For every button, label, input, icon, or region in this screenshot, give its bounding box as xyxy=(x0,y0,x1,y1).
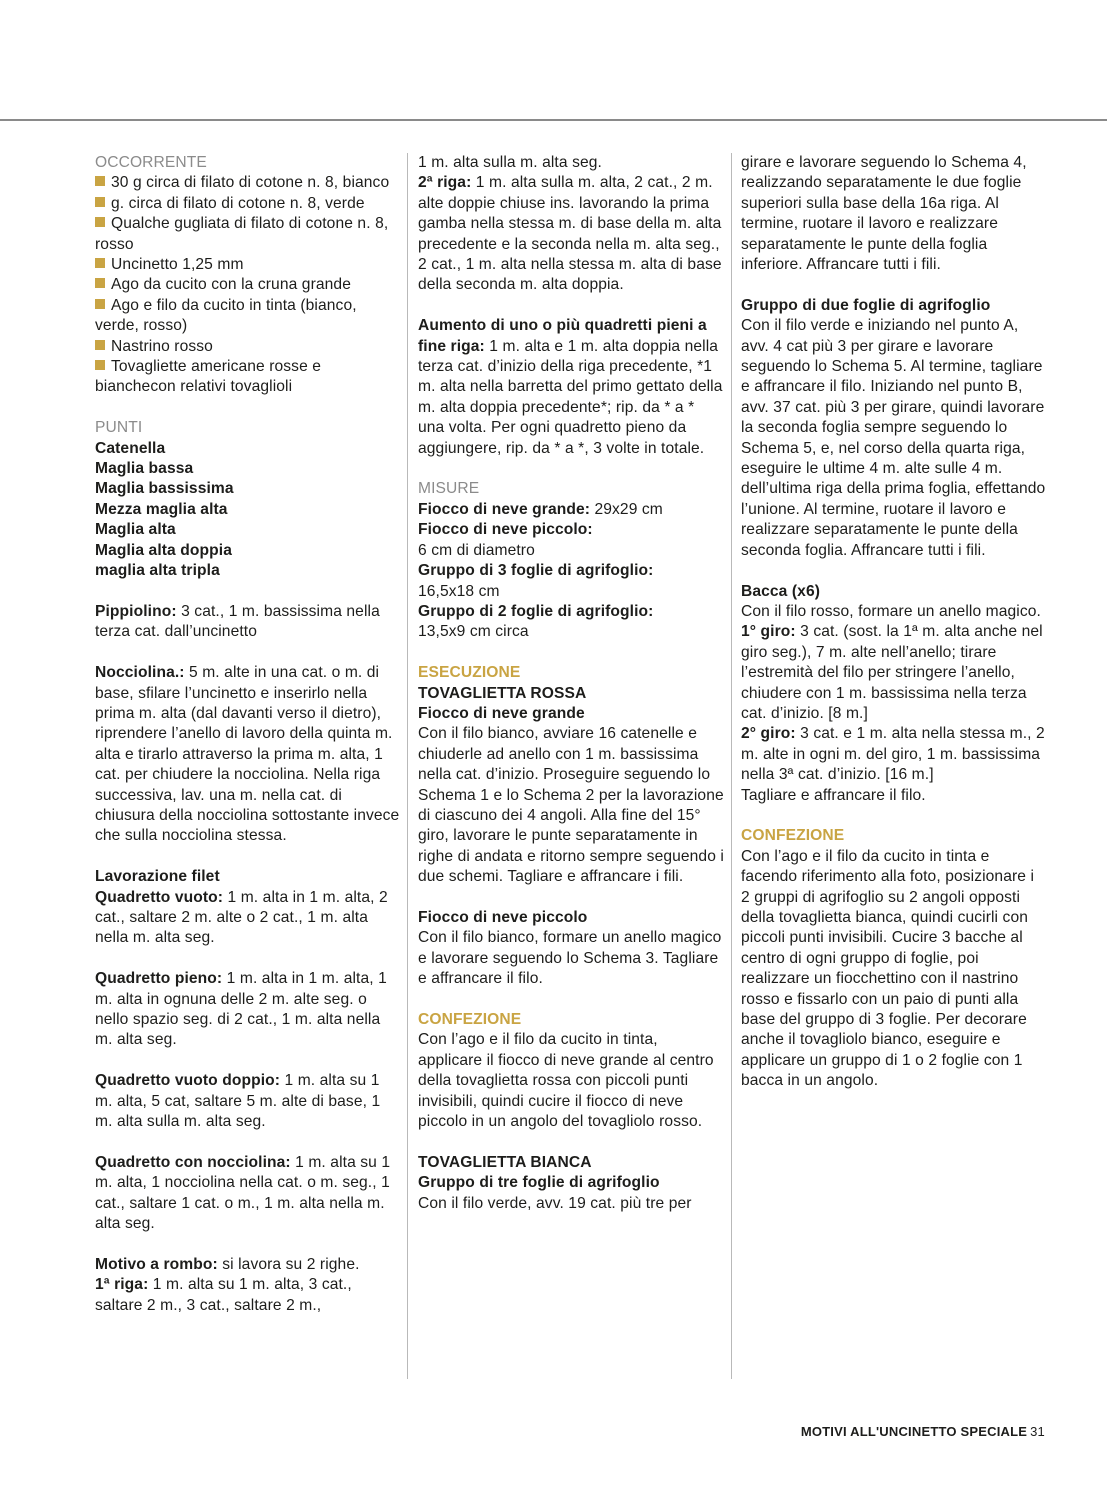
fiocco-grande-text: Con il filo bianco, avviare 16 catenelle e chiuderle ad anello con 1 m. bassissima nella cat. d’inizio. Proseguire seguendo lo Schema 1 e lo Schema 2 per la lavorazione di ciascuno dei 4 angoli. Alla fine del 15° giro, lavorare le punte separatamente in righe di andata e ritorno sempre seguendo i due schemi. Tagliare e affrancare i fili. xyxy=(418,725,724,886)
bullet-icon xyxy=(95,176,105,186)
pippiolino-paragraph: Pippiolino: 3 cat., 1 m. bassissima nella terza cat. dall’uncinetto xyxy=(95,602,380,641)
confezione-text: Con l’ago e il filo da cucito in tinta e facendo riferimento alla foto, posizionare i 2 gruppi di agrifoglio su 2 angoli opposti della tovaglietta bianca, quindi cucirli con piccoli punti invisibili. Cucire 3 bacche al centro di ogni gruppo di foglie, poi realizzare un fiocchettino con il nastrino rosso e fissarlo con un paio di punti alla base del gruppo di 3 foglie. Per decorare anche il tovagliolo bianco, eseguire e applicare un gruppo di 1 o 2 foglie con 1 bacca in un angolo. xyxy=(741,847,1035,1090)
bullet-icon xyxy=(95,197,105,207)
misure-heading: MISURE xyxy=(418,480,480,498)
occorrente-heading: OCCORRENTE xyxy=(95,154,207,171)
giro-2-end-text: Tagliare e affrancare il filo. xyxy=(741,786,926,804)
column-1 xyxy=(95,153,400,1316)
quadretto-nocciolina-paragraph: Quadretto con nocciolina: 1 m. alta su 1 m. alta, 1 nocciolina nella cat. o m. seg., 1 cat., saltare 1 cat. o m., 1 m. alta nella m. alta seg. xyxy=(95,1153,391,1233)
misure-value: 16,5x18 cm xyxy=(418,582,500,600)
due-foglie-heading: Gruppo di due foglie di agrifoglio xyxy=(741,296,991,314)
column-divider xyxy=(731,153,732,1379)
misure-value: 13,5x9 cm circa xyxy=(418,623,529,641)
confezione-heading: CONFEZIONE xyxy=(741,827,845,845)
list-item: Uncinetto 1,25 mm xyxy=(95,255,400,275)
aumento-paragraph: Aumento di uno o più quadretti pieni a fine riga: 1 m. alta e 1 m. alta doppia nella terza cat. d’inizio della riga precedente, *1 m. alta nella barretta del primo gettato della m. alta doppia precedente*; rip. da * a * una volta. Per ogni quadretto pieno da aggiungere, rip. da * a *, 3 volte in totale. xyxy=(418,317,723,457)
tre-foglie-text: Con il filo verde, avv. 19 cat. più tre per xyxy=(418,1194,692,1212)
riga-1-paragraph: 1ª riga: 1 m. alta su 1 m. alta, 3 cat., saltare 2 m., 3 cat., saltare 2 m., xyxy=(95,1276,352,1314)
list-item: Maglia bassa xyxy=(95,460,194,478)
bullet-icon xyxy=(95,258,105,268)
confezione-text: Con l’ago e il filo da cucito in tinta, applicare il fiocco di neve grande al centro della tovaglietta rossa con piccoli punti invisibili, quindi cucire il fiocco di neve piccolo in un angolo del tovagliolo rosso. xyxy=(418,1031,714,1131)
list-item: Maglia alta doppia xyxy=(95,541,232,559)
misure-value: 6 cm di diametro xyxy=(418,541,535,559)
column-3 xyxy=(741,153,1047,1092)
tovaglietta-bianca-heading: TOVAGLIETTA BIANCA xyxy=(418,1153,592,1171)
bacca-heading: Bacca (x6) xyxy=(741,582,821,600)
punti-list xyxy=(95,439,400,582)
tovaglietta-rossa-heading: TOVAGLIETTA ROSSA xyxy=(418,684,587,702)
bullet-icon xyxy=(95,278,105,288)
misure-label: Gruppo di 3 foglie di agrifoglio: xyxy=(418,562,654,580)
quadretto-vuoto-paragraph: Quadretto vuoto: 1 m. alta in 1 m. alta, 2 cat., saltare 2 m. alte o 2 cat., 1 m. alta nella m. alta seg. xyxy=(95,888,388,947)
top-rule xyxy=(0,119,1107,121)
continued-text: girare e lavorare seguendo lo Schema 4, realizzando separatamente le due foglie superiori sulla base della 16a riga. Al termine, ruotare il lavoro e realizzare separatamente le punte della foglia inferiore. Affrancare tutti i fili. xyxy=(741,154,1027,274)
page-number: 31 xyxy=(1030,1424,1045,1439)
magazine-title: MOTIVI ALL'UNCINETTO SPECIALE xyxy=(800,1424,1028,1439)
misure-item: Fiocco di neve grande: 29x29 cm xyxy=(418,500,663,518)
list-item: Ago e filo da cucito in tinta (bianco, verde, rosso) xyxy=(95,296,357,335)
quadretto-pieno-paragraph: Quadretto pieno: 1 m. alta in 1 m. alta, 1 m. alta in ognuna delle 2 m. alte seg. o nello spazio seg. di 2 cat., 1 m. alta nella m. alta seg. xyxy=(95,970,387,1049)
list-item: Mezza maglia alta xyxy=(95,500,228,518)
list-item: g. circa di filato di cotone n. 8, verde xyxy=(95,194,400,214)
column-2 xyxy=(418,153,724,1214)
motivo-rombo-paragraph: Motivo a rombo: si lavora su 2 righe. xyxy=(95,1255,360,1273)
esecuzione-heading: ESECUZIONE xyxy=(418,664,521,682)
giro-1-paragraph: 1° giro: 3 cat. (sost. la 1ª m. alta anche nel giro seg.), 7 m. alte nell’anello; tirare l’estremità del filo per stringere l’anello, chiudere con 1 m. bassissima nella terza cat. d’inizio. [8 m.] xyxy=(741,623,1043,722)
page-footer xyxy=(801,1424,1045,1439)
list-item: 30 g circa di filato di cotone n. 8, bianco xyxy=(95,173,400,193)
list-item: maglia alta tripla xyxy=(95,562,220,580)
bullet-icon xyxy=(95,360,105,370)
nocciolina-paragraph: Nocciolina.: 5 m. alte in una cat. o m. di base, sfilare l’uncinetto e inserirlo nella prima m. alta (dal davanti verso il dietro), riprendere l’anello di lavoro della quinta m. alta e tirarlo attraverso la prima m. alta, 1 cat. per chiudere la nocciolina. Nella riga successiva, lav. una m. nella cat. di chiusura della nocciolina sottostante invece che sulla nocciolina stessa. xyxy=(95,664,400,845)
bullet-icon xyxy=(95,217,105,227)
list-item: Maglia bassissima xyxy=(95,480,234,498)
due-foglie-text: Con il filo verde e iniziando nel punto A, avv. 4 cat più 3 per girare e lavorare seguendo lo Schema 5. Al termine, tagliare e affrancare il filo. Iniziando nel punto B, avv. 37 cat. più 3 per girare, quindi lavorare la seconda foglia sempre seguendo lo Schema 5, e, nel corso della quarta riga, eseguire le ultime 4 m. alte sulle 4 m. dell’ultima riga della prima foglia, effettando l’unione. Al termine, ruotare il lavoro e realizzare separatamente le punte della seconda foglia. Affrancare tutti i fili. xyxy=(741,317,1046,559)
bullet-icon xyxy=(95,340,105,350)
filet-heading: Lavorazione filet xyxy=(95,868,220,886)
occorrente-list xyxy=(95,173,400,397)
list-item: Maglia alta xyxy=(95,521,176,539)
list-item: Nastrino rosso xyxy=(95,337,400,357)
misure-label: Fiocco di neve piccolo: xyxy=(418,521,593,539)
continued-text: 1 m. alta sulla m. alta seg. xyxy=(418,154,602,171)
fiocco-grande-heading: Fiocco di neve grande xyxy=(418,704,585,722)
list-item: Qualche gugliata di filato di cotone n. 8, rosso xyxy=(95,215,389,253)
column-divider xyxy=(407,153,408,1379)
list-item: Catenella xyxy=(95,439,166,457)
riga-2-paragraph: 2ª riga: 1 m. alta sulla m. alta, 2 cat., 2 m. alte doppie chiuse ins. lavorando la prima gamba nella stessa m. di base della m. alta precedente e la seconda nella m. alta seg., 2 cat., 1 m. alta nella stessa m. alta di base della seconda m. alta doppia. xyxy=(418,174,722,294)
list-item: Ago da cucito con la cruna grande xyxy=(95,275,400,295)
tre-foglie-heading: Gruppo di tre foglie di agrifoglio xyxy=(418,1174,660,1192)
punti-heading: PUNTI xyxy=(95,419,143,437)
giro-2-paragraph: 2° giro: 3 cat. e 1 m. alta nella stessa m., 2 m. alte in ogni m. del giro, 1 m. bassissima nella 3ª cat. d’inizio. [16 m.] xyxy=(741,725,1045,784)
confezione-heading: CONFEZIONE xyxy=(418,1010,522,1028)
quadretto-vuoto-doppio-paragraph: Quadretto vuoto doppio: 1 m. alta su 1 m. alta, 5 cat, saltare 5 m. alte di base, 1 m. alta sulla m. alta seg. xyxy=(95,1072,381,1130)
fiocco-piccolo-heading: Fiocco di neve piccolo xyxy=(418,908,588,926)
list-item: Tovagliette americane rosse e bianchecon relativi tovaglioli xyxy=(95,358,322,396)
misure-label: Gruppo di 2 foglie di agrifoglio: xyxy=(418,602,654,620)
bacca-text: Con il filo rosso, formare un anello magico. xyxy=(741,602,1041,620)
fiocco-piccolo-text: Con il filo bianco, formare un anello magico e lavorare seguendo lo Schema 3. Tagliare e affrancare il filo. xyxy=(418,929,722,988)
bullet-icon xyxy=(95,299,105,309)
